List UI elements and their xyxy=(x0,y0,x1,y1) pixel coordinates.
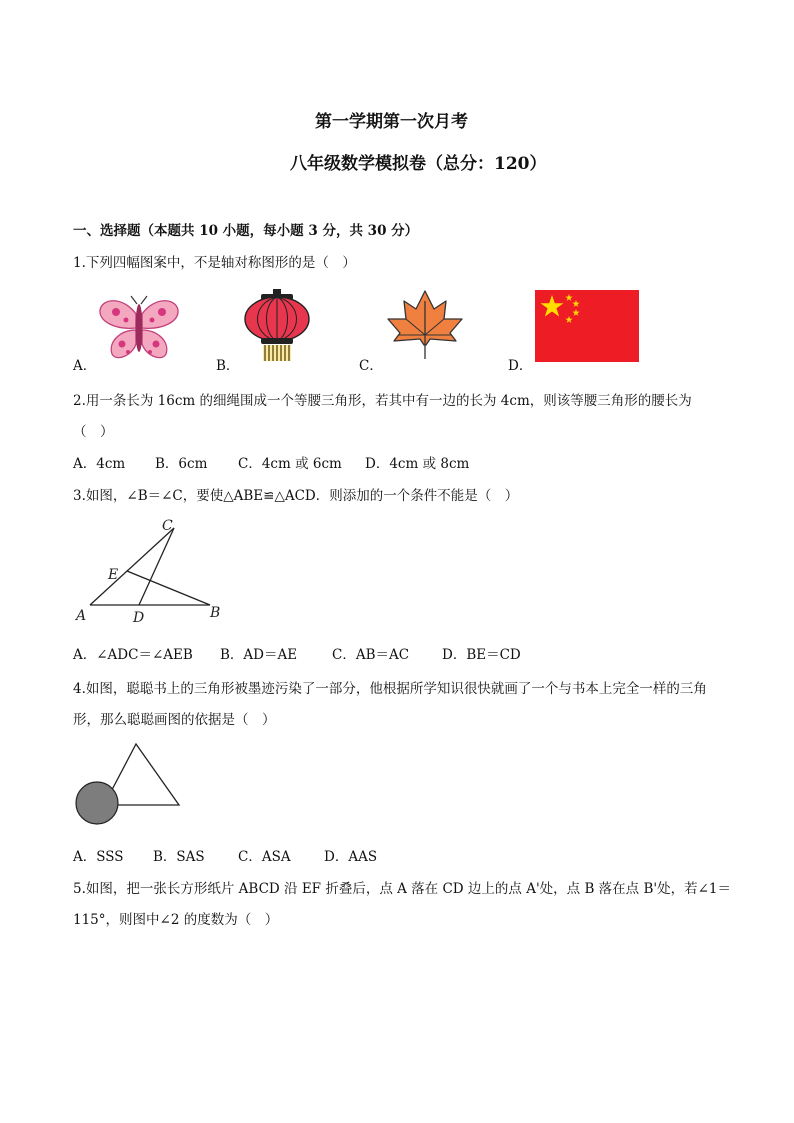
exam-title: 第一学期第一次月考 xyxy=(315,112,468,132)
ink-stained-triangle-figure xyxy=(74,740,184,826)
point-label-b: B xyxy=(210,605,221,621)
q4-stem-line2: 形，那么聪聪画图的依据是（ ） xyxy=(73,712,276,728)
q2-option-d: D．4cm 或 8cm xyxy=(365,456,470,472)
q2-option-a: A．4cm xyxy=(73,456,126,472)
q3-stem: 3.如图，∠B＝∠C，要使△ABE≌△ACD．则添加的一个条件不能是（ ） xyxy=(73,488,519,504)
exam-subtitle: 八年级数学模拟卷（总分：120） xyxy=(290,154,547,174)
china-flag-image xyxy=(535,290,639,362)
point-label-a: A xyxy=(76,608,87,624)
q3-option-b: B．AD＝AE xyxy=(220,647,298,663)
q1-label-c: C． xyxy=(359,358,383,374)
point-label-d: D xyxy=(133,610,145,626)
q3-option-a: A．∠ADC＝∠AEB xyxy=(73,647,193,663)
q2-option-b: B．6cm xyxy=(155,456,208,472)
butterfly-image xyxy=(98,296,180,362)
q4-option-b: B．SAS xyxy=(153,849,205,865)
q3-option-d: D．BE＝CD xyxy=(442,647,521,663)
maple-leaf-image xyxy=(384,289,466,361)
q1-label-a: A． xyxy=(73,358,97,374)
q5-stem-line2: 115°，则图中∠2 的度数为（ ） xyxy=(73,912,279,928)
point-label-e: E xyxy=(108,567,119,583)
q1-label-d: D． xyxy=(508,358,533,374)
section-heading: 一、选择题（本题共 10 小题，每小题 3 分，共 30 分） xyxy=(73,223,419,239)
point-label-c: C xyxy=(162,518,173,534)
q3-option-c: C．AB＝AC xyxy=(332,647,410,663)
triangle-figure-q3 xyxy=(74,516,234,624)
q2-option-c: C．4cm 或 6cm xyxy=(238,456,342,472)
q4-option-c: C．ASA xyxy=(238,849,291,865)
q4-option-a: A．SSS xyxy=(73,849,124,865)
q2-stem-line2: （ ） xyxy=(73,424,114,440)
q4-stem-line1: 4.如图，聪聪书上的三角形被墨迹污染了一部分，他根据所学知识很快就画了一个与书本上完全一样的三角 xyxy=(73,681,707,697)
q4-option-d: D．AAS xyxy=(324,849,378,865)
q5-stem-line1: 5.如图，把一张长方形纸片 ABCD 沿 EF 折叠后，点 A 落在 CD 边上的点 A'处，点 B 落在点 B'处，若∠1＝ xyxy=(73,881,731,897)
q1-label-b: B． xyxy=(216,358,240,374)
q2-stem-line1: 2.用一条长为 16cm 的细绳围成一个等腰三角形，若其中有一边的长为 4cm，则该等腰三角形的腰长为 xyxy=(73,393,692,409)
q1-stem: 1.下列四幅图案中，不是轴对称图形的是（ ） xyxy=(73,255,356,271)
lantern-image xyxy=(243,289,311,365)
